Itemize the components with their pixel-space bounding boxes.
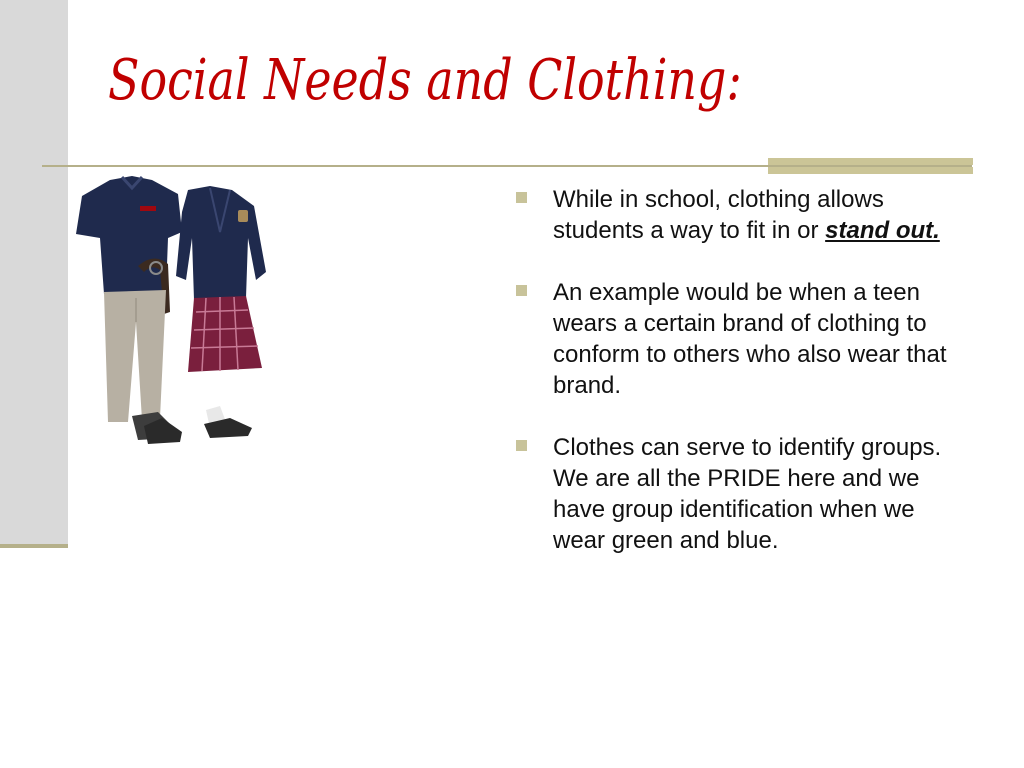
left-bar-base-line [0, 544, 68, 548]
bullet-item [516, 184, 966, 246]
square-bullet-icon [516, 192, 527, 203]
square-bullet-icon [516, 285, 527, 296]
left-decorative-bar [0, 0, 68, 548]
bullet-emphasis: stand out. [825, 217, 940, 244]
bullet-list [516, 184, 966, 587]
bullet-item [516, 432, 966, 556]
bullet-text-plain: While in school, clothing allows students a way to fit in or [553, 186, 884, 244]
slide-title: Social Needs and Clothing: [108, 48, 742, 113]
bullet-text [553, 184, 958, 246]
square-bullet-icon [516, 440, 527, 451]
bullet-text: An example would be when a teen wears a certain brand of clothing to conform to others who also wear that brand. [553, 279, 947, 399]
bullet-text: Clothes can serve to identify groups. We are all the PRIDE here and we have group identification when we wear green and blue. [553, 434, 955, 554]
school-uniform-illustration [70, 172, 290, 452]
bullet-item [516, 277, 966, 401]
divider-accent-block [768, 158, 973, 178]
